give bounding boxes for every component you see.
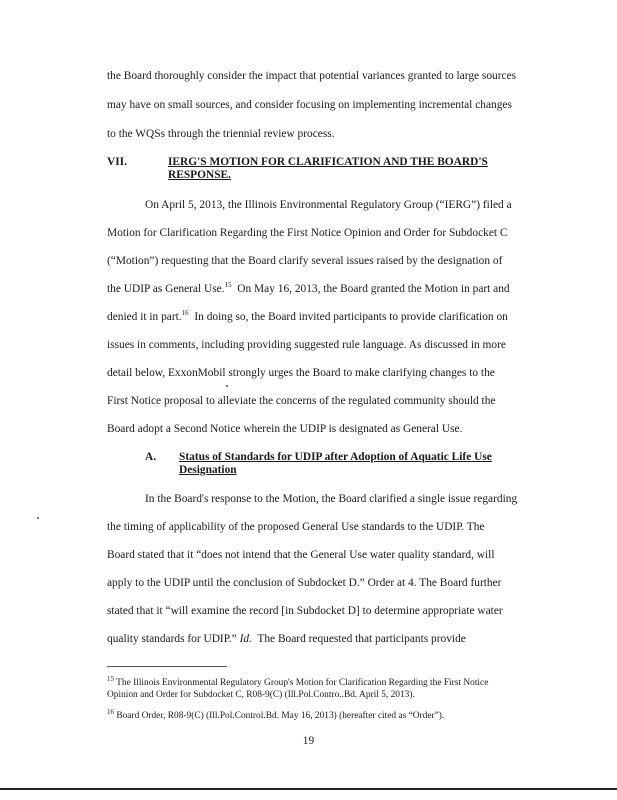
body-text-line: denied it in part.$^{16}$ In doing so, the Board invited participants to provide clarification on [107,309,508,323]
body-text-line: the Board thoroughly consider the impact that potential variances granted to large sources [107,70,517,82]
body-text-line: Board adopt a Second Notice wherein the UDIP is designated as General Use. [107,423,463,435]
footnote-16: $^{16}$ Board Order, R08-9(C) (Ill.Pol.Control.Bd. May 16, 2013) (hereafter cited as “Order”). [107,707,445,721]
footnote-ref-15[interactable]: 15 [224,281,232,290]
body-text-line: may have on small sources, and consider focusing on implementing incremental changes [107,99,512,111]
body-text-line: In the Board's response to the Motion, the Board clarified a single issue regarding [145,493,518,505]
body-text-line: apply to the UDIP until the conclusion of Subdocket D.” Order at 4. The Board further [107,577,502,589]
body-text-line: Motion for Clarification Regarding the First Notice Opinion and Order for Subdocket C [107,227,508,239]
body-text-line: detail below, ExxonMobil strongly urges the Board to make clarifying changes to the [107,367,495,379]
subsection-letter: A. [145,451,157,463]
body-text-line: (“Motion”) requesting that the Board clarify several issues raised by the designation of [107,255,503,267]
scan-speck [37,517,39,519]
page-number: 19 [302,735,315,747]
body-text-line: First Notice proposal to alleviate the concerns of the regulated community should the [107,395,496,407]
body-text-line: issues in comments, including providing suggested rule language. As discussed in more [107,339,506,351]
scan-speck [226,385,228,387]
subsection-heading-cont: Designation [179,464,237,476]
body-text-line: On April 5, 2013, the Illinois Environmental Regulatory Group (“IERG”) filed a [145,199,512,211]
subsection-heading: Status of Standards for UDIP after Adoption of Aquatic Life Use [179,451,492,463]
body-text-line: quality standards for UDIP.” Id. The Board requested that participants provide [107,633,466,645]
footnote-15-cont: Opinion and Order for Subdocket C, R08-9(C) (Ill.Pol.Contro..Bd. April 5, 2013). [107,690,415,700]
scan-edge [0,788,617,790]
section-heading-cont: RESPONSE. [168,169,231,181]
section-number: VII. [107,156,127,168]
footnote-separator [107,666,227,667]
body-text-line: to the WQSs through the triennial review process. [107,128,335,140]
body-text-line: stated that it “will examine the record [in Subdocket D] to determine appropriate water [107,605,503,617]
footnote-ref-16[interactable]: 16 [181,309,189,318]
body-text-line: the timing of applicability of the proposed General Use standards to the UDIP. The [107,521,485,533]
footnote-15: $^{15}$ The Illinois Environmental Regulatory Group's Motion for Clarification Regarding the First Notice [107,674,489,688]
body-text-line: Board stated that it “does not intend that the General Use water quality standard, will [107,549,495,561]
section-heading: IERG'S MOTION FOR CLARIFICATION AND THE BOARD'S [168,156,488,168]
body-text-line: the UDIP as General Use.$^{15}$ On May 16, 2013, the Board granted the Motion in part and [107,281,510,295]
